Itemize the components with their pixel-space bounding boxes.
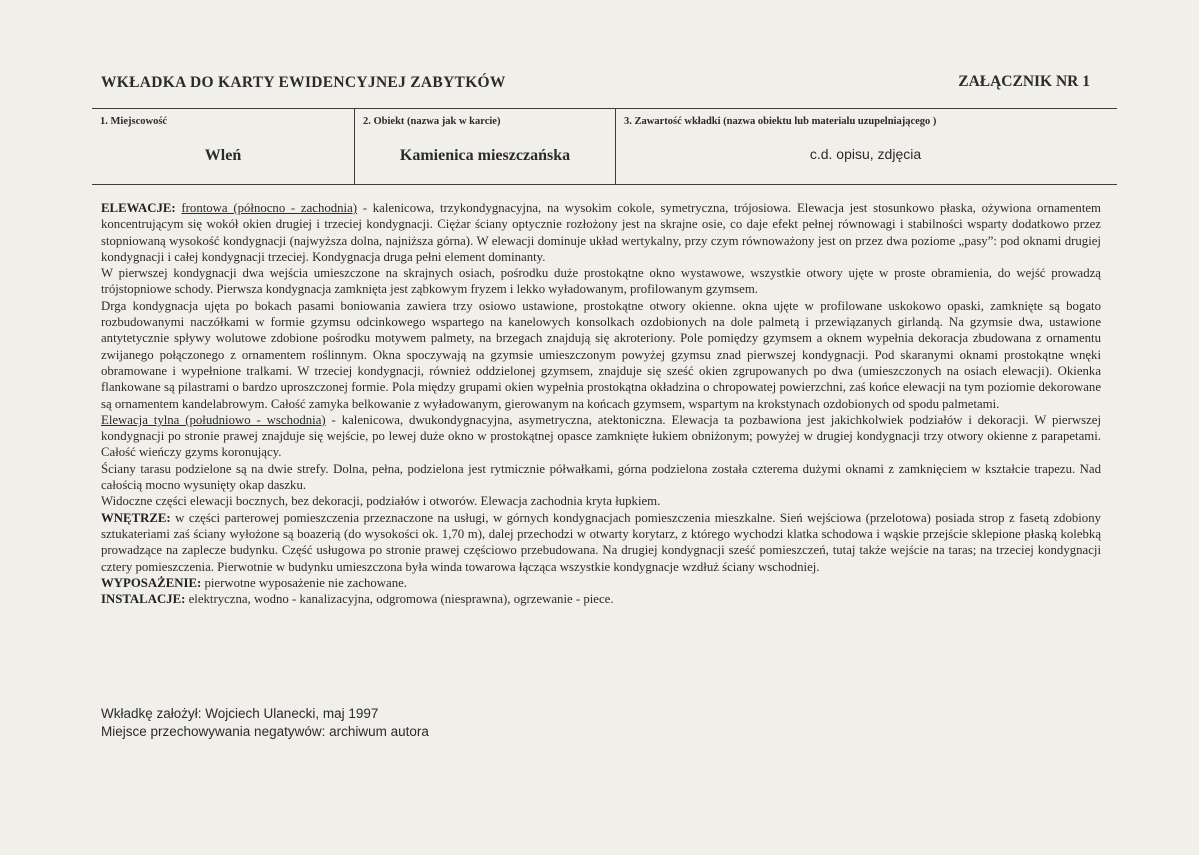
field-contents-value: c.d. opisu, zdjęcia xyxy=(809,146,922,162)
description-body xyxy=(101,200,1101,607)
field-location-value: Wleń xyxy=(204,147,242,164)
field-location xyxy=(92,109,354,184)
field-contents xyxy=(615,109,1117,184)
terrace-paragraph: Ściany tarasu podzielone są na dwie strefy. Dolna, pełna, podzielona jest rytmicznie półwałkami, górna podzielona została czterema dużymi oknami z zamknięciem w kształcie trapezu. Nad całością mocno wysunięty okap daszku. xyxy=(101,461,1101,493)
instalacje-text: elektryczna, wodno - kanalizacyjna, odgromowa (niesprawna), ogrzewanie - piece. xyxy=(185,592,614,607)
elewacje-heading: ELEWACJE: xyxy=(101,201,176,215)
instalacje-paragraph xyxy=(101,591,1101,607)
field-location-label: 1. Miejscowość xyxy=(100,116,168,127)
negatives-location-line: Miejsce przechowywania negatywów: archiwum autora xyxy=(101,724,429,739)
wyposazenie-text: pierwotne wyposażenie nie zachowane. xyxy=(201,575,407,590)
wnetrze-text: w części parterowej pomieszczenia przeznaczone na usługi, w górnych kondygnacjach pomieszczenia mieszkalne. Sień wejściowa (przelotowa) posiada strop z fasetą zdobiony sztukateriami zaś ściany wyłożone są boazerią (do wysokości ok. 1,70 m), dalej przechodzi w otwarty korytarz, z którego wychodzi klatka schodowa i wąskie przejście sklepione płaską kolebką prowadzące na zaplecze budynku. Część usługowa po stronie prawej częściowo przebudowana. Na drugiej kondygnacji sześć pomieszczeń, tutaj także wejście na taras; na trzeciej kondygnacji cztery pomieszczenia. Pierwotnie w budynku umieszczona była winda towarowa łącząca wszystkie kondygnacje wzdłuż ściany wschodniej. xyxy=(101,510,1101,574)
instalacje-heading: INSTALACJE: xyxy=(101,592,186,607)
wnetrze-paragraph xyxy=(101,510,1101,575)
field-object-label: 2. Obiekt (nazwa jak w karcie) xyxy=(363,116,501,127)
front-elevation-text: - kalenicowa, trzykondygnacyjna, na wysokim cokole, symetryczna, trójosiowa. Elewacja jest stosunkowo płaska, ożywiona ornamentem koncentrującym się wokół okien drugiej i trzeciej kondygnacji. Ciężar ściany optycznie rozłożony jest na skrajne osie, co daje efekt pełnej równowagi i stabilności wsparty dodatkowo przez stopniowaną wysokość kondygnacji (najwyższa dolna, najniższa górna). W elewacji dominuje układ wertykalny, przy czym równoważony jest on przez dwa poziome „pasy”: pod oknami drugiej kondygnacji i całej kondygnacji trzeciej. Kondygnacja druga pełni element dominanty. xyxy=(101,201,1102,264)
document-title: WKŁADKA DO KARTY EWIDENCYJNEJ ZABYTKÓW xyxy=(101,74,506,91)
field-object-value: Kamienica mieszczańska xyxy=(399,147,571,164)
rear-elevation-text: - kalenicowa, dwukondygnacyjna, asymetryczna, atektoniczna. Elewacja ta pozbawiona jest jakichkolwiek podziałów i dekoracji. W pierwszej kondygnacji po stronie prawej znajduje się wejście, po lewej duże okno w prostokątnej opasce zamknięte łukiem obniżonym; powyżej w drugiej kondygnacji trzy otwory okienne z parapetami. Całość wieńczy gzyms koronujący. xyxy=(101,412,1101,460)
side-elevation-paragraph: Widoczne części elewacji bocznych, bez dekoracji, podziałów i otworów. Elewacja zachodnia kryta łupkiem. xyxy=(101,494,661,509)
form-fields-table xyxy=(92,108,1117,185)
elewacje-paragraph xyxy=(101,200,1101,265)
footer-notes xyxy=(101,705,429,741)
second-floor-paragraph: Drga kondygnacja ujęta po bokach pasami boniowania zawiera trzy osiowo ustawione, prostokątne otwory okienne. okna ujęte w profilowane uskokowo opaski, zamknięte są bogato rozbudowanymi naczółkami w formie gzymsu odcinkowego wspartego na kanelowych konsolkach ozdobionych na dole palmetą i przewiązanych girlandą. Na gzymsie dwa, ustawione antytetycznie spływy wolutowe zdobione pośrodku motywem palmety, na brzegach znajdują się akroteriony. Pole pomiędzy gzymsem a oknem wypełnia dekoracja zbudowana z ornamentu zwijanego połączonego z ornamentem roślinnym. Okna spoczywają na gzymsie umieszczonym powyżej gzymsu znad pierwszej kondygnacji. Pod skaranymi oknami prostokątne wnęki obramowane i wypełnione tralkami. W trzeciej kondygnacji, również oddzielonej gzymsem, znajduje się sześć okien zgrupowanych po dwa (umieszczonych na osiach elewacji). Okienka flankowane są pilastrami o bardzo uproszczonej formie. Pola między grupami okien wypełnia prostokątna okładzina o chropowatej powierzchni, zaś końce elewacji na tym poziomie dekorowane są ornamentem kandelabrowym. Całość zamyka belkowanie z wyładowanym, gierowanym na końcach gzymsem, wspartym na krokstynach ozdobionych od spodu palmetami. xyxy=(101,298,1101,411)
annex-label: ZAŁĄCZNIK NR 1 xyxy=(958,73,1090,90)
wnetrze-heading: WNĘTRZE: xyxy=(101,510,171,525)
front-elevation-label: frontowa (północno - zachodnia) xyxy=(181,201,358,215)
rear-elevation-paragraph xyxy=(101,412,1101,461)
wyposazenie-heading: WYPOSAŻENIE: xyxy=(101,575,202,590)
rear-elevation-label: Elewacja tylna (południowo - wschodnia) xyxy=(101,412,326,427)
wyposazenie-paragraph xyxy=(101,575,1101,591)
author-line: Wkładkę założył: Wojciech Ulanecki, maj 1997 xyxy=(101,706,379,721)
first-floor-paragraph: W pierwszej kondygnacji dwa wejścia umieszczone na skrajnych osiach, pośrodku duże prostokątne okno wystawowe, wszystkie otwory ujęte w proste obramienia, do wejść prowadzą trójstopniowe schody. Pierwsza kondygnacja zamknięta jest ząbkowym fryzem i lekko wyładowanym, profilowanym gzymsem. xyxy=(101,266,1101,297)
field-object xyxy=(354,109,615,184)
field-contents-label: 3. Zawartość wkładki (nazwa obiektu lub materialu uzupelniającego ) xyxy=(624,116,937,127)
